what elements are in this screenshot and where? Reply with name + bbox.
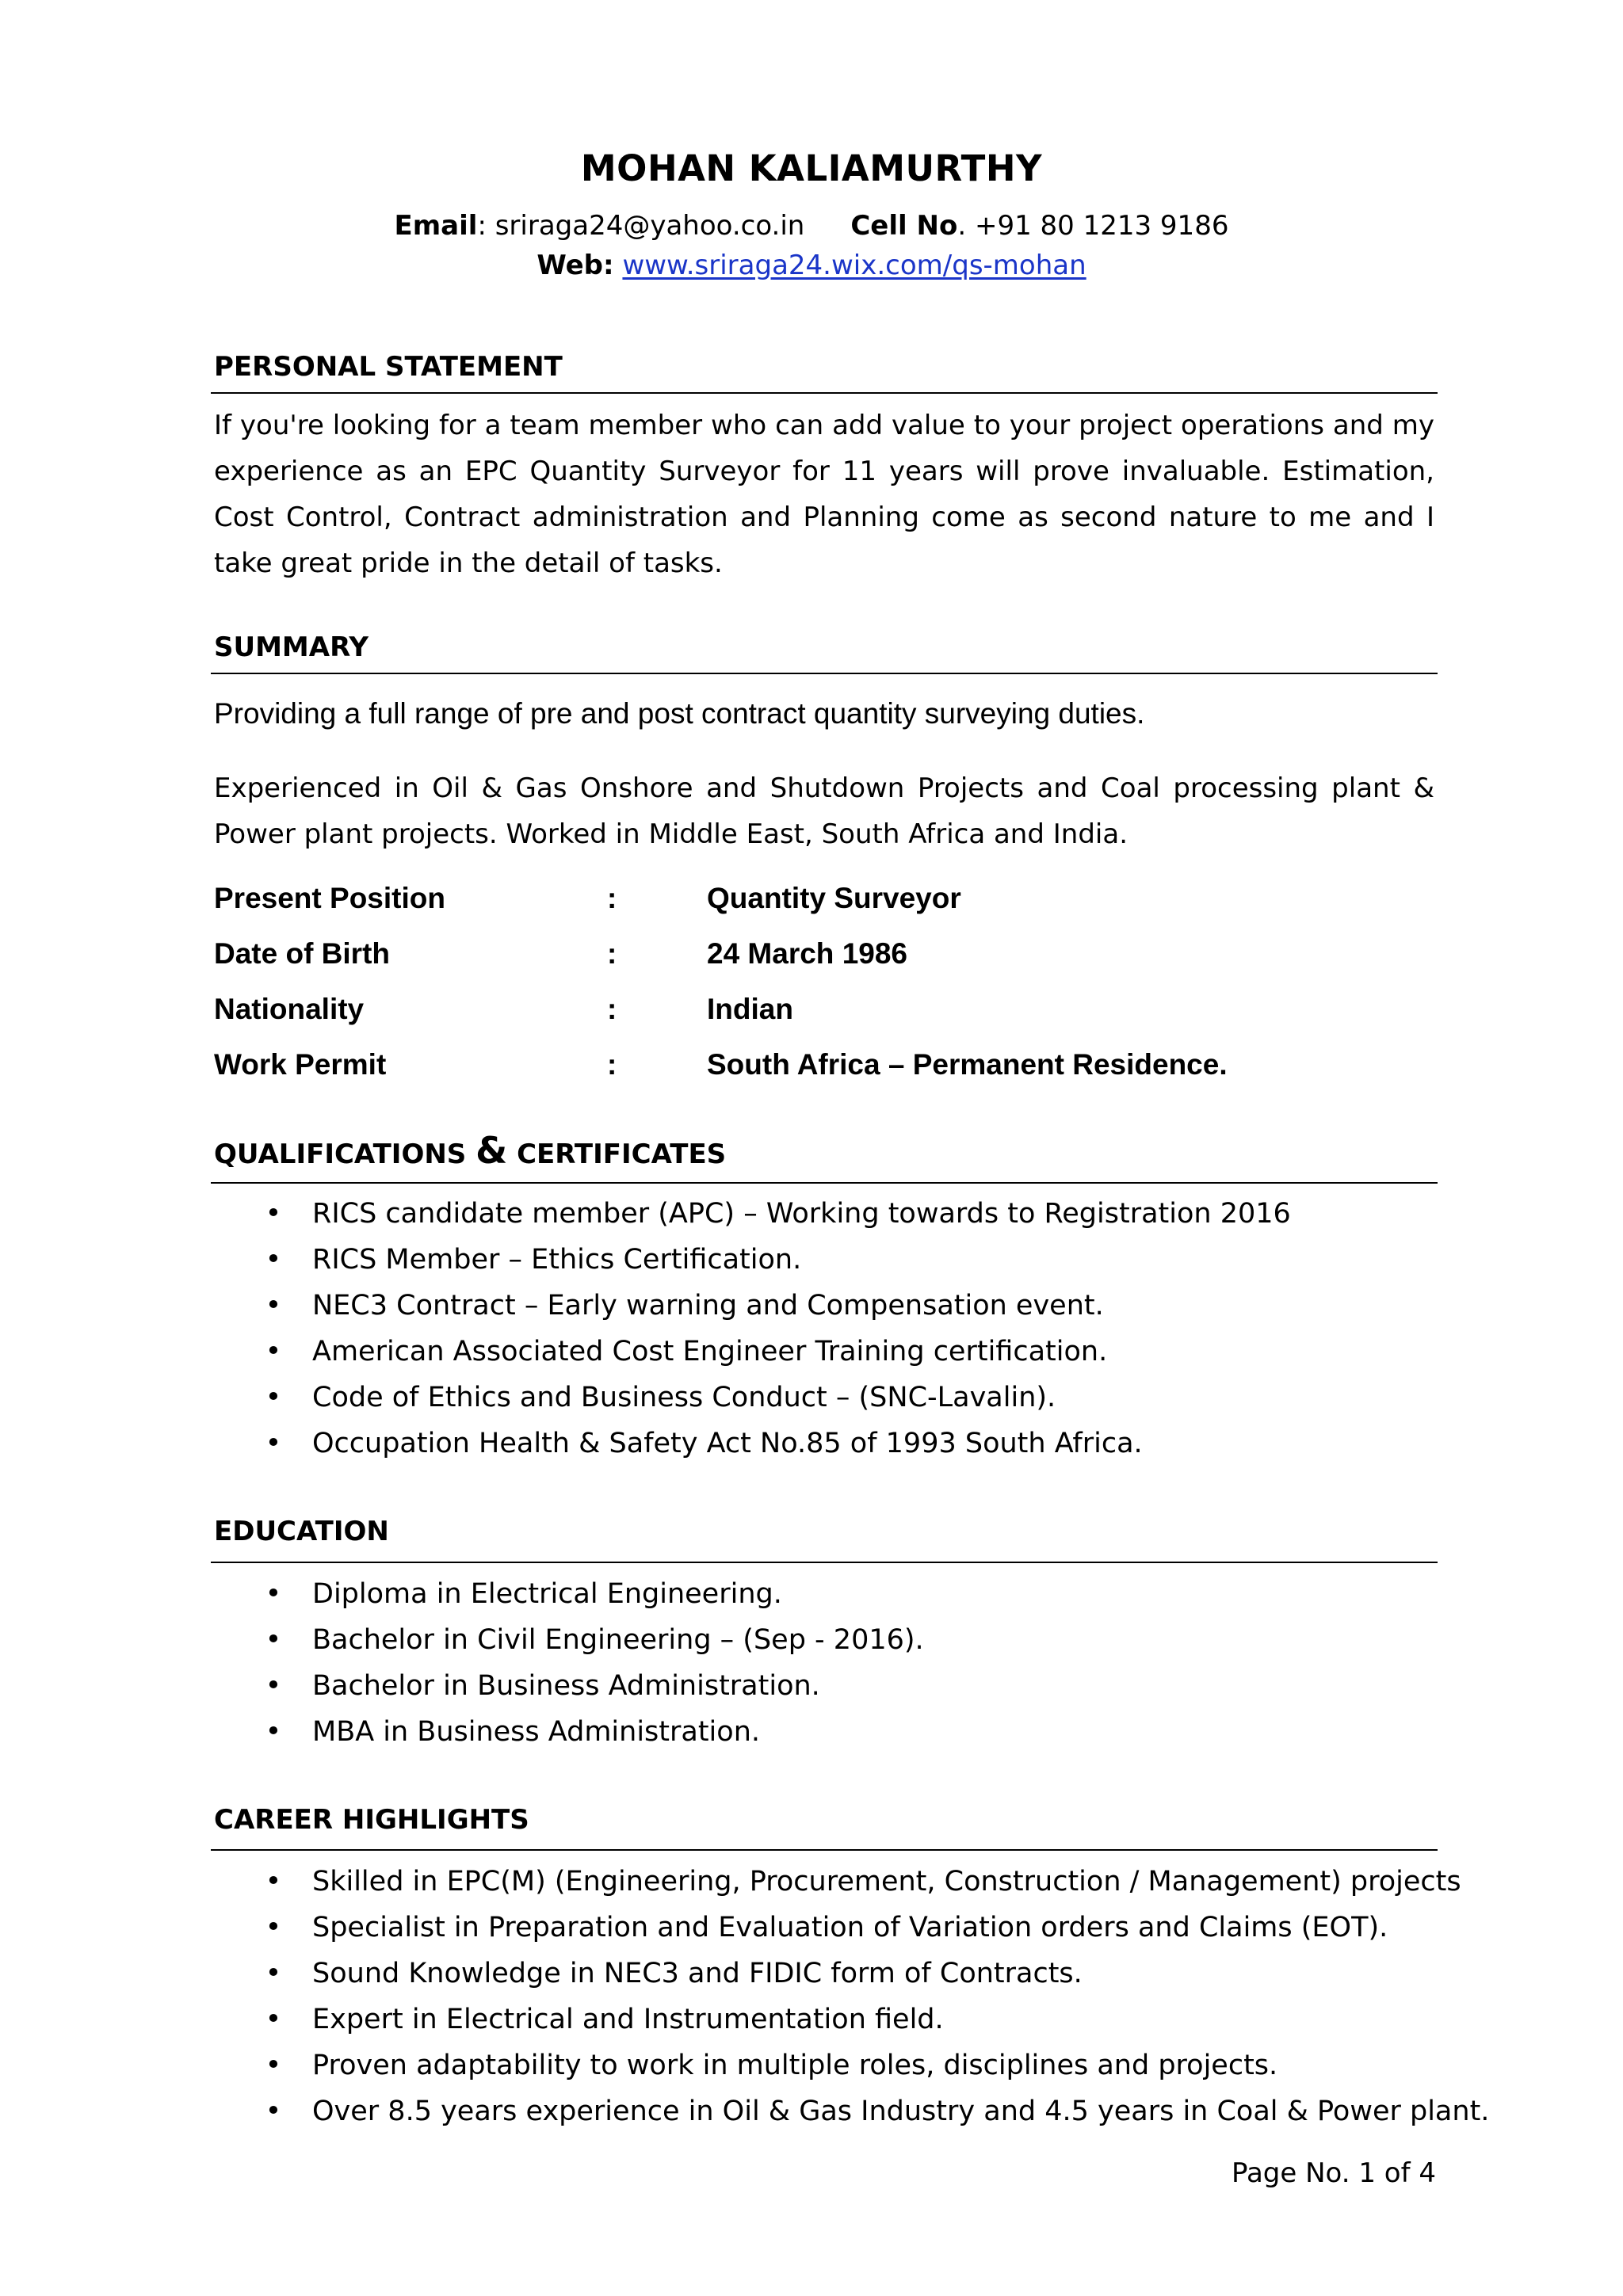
bullet-icon: • (265, 1244, 282, 1276)
detail-value: South Africa – Permanent Residence. (707, 1048, 1228, 1081)
qualifications-heading-amp: & (475, 1129, 508, 1172)
bullet-icon: • (265, 1336, 282, 1367)
bullet-icon: • (265, 1624, 282, 1656)
personal-statement-heading: PERSONAL STATEMENT (214, 351, 563, 383)
detail-separator: : (607, 1048, 617, 1081)
web-label: Web: (537, 250, 614, 281)
candidate-name: MOHAN KALIAMURTHY (580, 147, 1043, 189)
email-label: Email (394, 210, 478, 242)
bullet-icon: • (265, 1382, 282, 1413)
section-divider (211, 1562, 1438, 1563)
cell-label: Cell No (850, 210, 958, 242)
detail-separator: : (607, 882, 617, 914)
qualifications-heading-part1: QUALIFICATIONS (214, 1138, 476, 1170)
qualifications-heading (214, 1129, 726, 1172)
bullet-icon: • (265, 1670, 282, 1702)
detail-value: 24 March 1986 (707, 937, 908, 970)
cell-value: . +91 80 1213 9186 (957, 210, 1229, 242)
contact-line (0, 210, 1623, 242)
qualifications-heading-part2: CERTIFICATES (507, 1138, 727, 1170)
resume-page: MOHAN KALIAMURTHY Email: sriraga24@yahoo.co.in Cell No. +91 80 1213 9186 Web: www.sriraga24.wix.com/qs-mohan PERSONAL STATEMENT If you're looking for a team member who can add value to your project operations and my experience as an EPC Quantity Surveyor for 11 years will prove invaluable. Estimation, Cost Control, Contract administration and Planning come as second nature to me and I take great pride in the detail of tasks. SUMMARY Providing a full range of pre and post contract quantity surveying duties. Experienced in Oil & Gas Onshore and Shutdown Projects and Coal processing plant & Power plant projects. Worked in Middle East, South Africa and India. Present Position : Quantity Surveyor Date of Birth : 24 March 1986 Nationality : Indian Work Permit : South Africa – Permanent Residence. QUALIFICATIONS & CERTIFICATES • RICS candidate member (APC) – Working towards to Registration 2016 • RICS Member – Ethics Certification. • NEC3 Contract – Early warning and Compensation event. • American Associated Cost Engineer Training certification. • Code of Ethics and Business Conduct – (SNC-Lavalin). • Occupation Health & Safety Act No.85 of 1993 South Africa. EDUCATION • Diploma in Electrical Engineering. • Bachelor in Civil Engineering – (Sep - 2016). • Bachelor in Business Administration. • MBA in Business Administration. CAREER HIGHLIGHTS • Skilled in EPC(M) (Engineering, Procurement, Construction / Management) projects • Specialist in Preparation and Evaluation of Variation orders and Claims (EOT). • Sound Knowledge in NEC3 and FIDIC form of Contracts. • Expert in Electrical and Instrumentation field. • Proven adaptability to work in multiple roles, disciplines and projects. • Over 8.5 years experience in Oil & Gas Industry and 4.5 years in Coal & Power plant. Page No. 1 of 4 (0, 0, 1623, 2296)
personal-statement-text: If you're looking for a team member who can add value to your project operations and my experience as an EPC Quantity Surveyor for 11 years will prove invaluable. Estimation, Cost Control, Contract administration and Planning come as second nature to me and I take great pride in the detail of tasks. (214, 410, 1434, 579)
detail-label: Nationality (214, 993, 365, 1025)
bullet-icon: • (265, 1912, 282, 1943)
page-number: Page No. 1 of 4 (1231, 2157, 1436, 2189)
bullet-icon: • (265, 2004, 282, 2035)
detail-label: Present Position (214, 882, 445, 914)
career-highlights-heading: CAREER HIGHLIGHTS (214, 1804, 529, 1836)
bullet-icon: • (265, 1958, 282, 1989)
detail-label: Date of Birth (214, 937, 390, 970)
section-divider (211, 1849, 1438, 1851)
section-divider (211, 1182, 1438, 1184)
email-value: : sriraga24@yahoo.co.in (477, 210, 805, 242)
detail-separator: : (607, 937, 617, 970)
section-divider (211, 673, 1438, 674)
bullet-icon: • (265, 1290, 282, 1322)
summary-intro: Providing a full range of pre and post contract quantity surveying duties. (214, 697, 1145, 730)
bullet-icon: • (265, 1428, 282, 1459)
bullet-icon: • (265, 2096, 282, 2127)
summary-heading: SUMMARY (214, 631, 369, 663)
bullet-icon: • (265, 1866, 282, 1897)
detail-label: Work Permit (214, 1048, 387, 1081)
bullet-icon: • (265, 2050, 282, 2081)
web-line (0, 250, 1623, 281)
education-heading: EDUCATION (214, 1516, 389, 1547)
bullet-icon: • (265, 1198, 282, 1230)
section-divider (211, 392, 1438, 394)
bullet-icon: • (265, 1716, 282, 1748)
summary-experience: Experienced in Oil & Gas Onshore and Shutdown Projects and Coal processing plant & Power plant projects. Worked in Middle East, South Africa and India. (214, 772, 1434, 850)
detail-value: Quantity Surveyor (707, 882, 961, 914)
detail-value: Indian (707, 993, 793, 1025)
website-link[interactable]: www.sriraga24.wix.com/qs-mohan (622, 250, 1086, 281)
detail-separator: : (607, 993, 617, 1025)
bullet-icon: • (265, 1578, 282, 1610)
